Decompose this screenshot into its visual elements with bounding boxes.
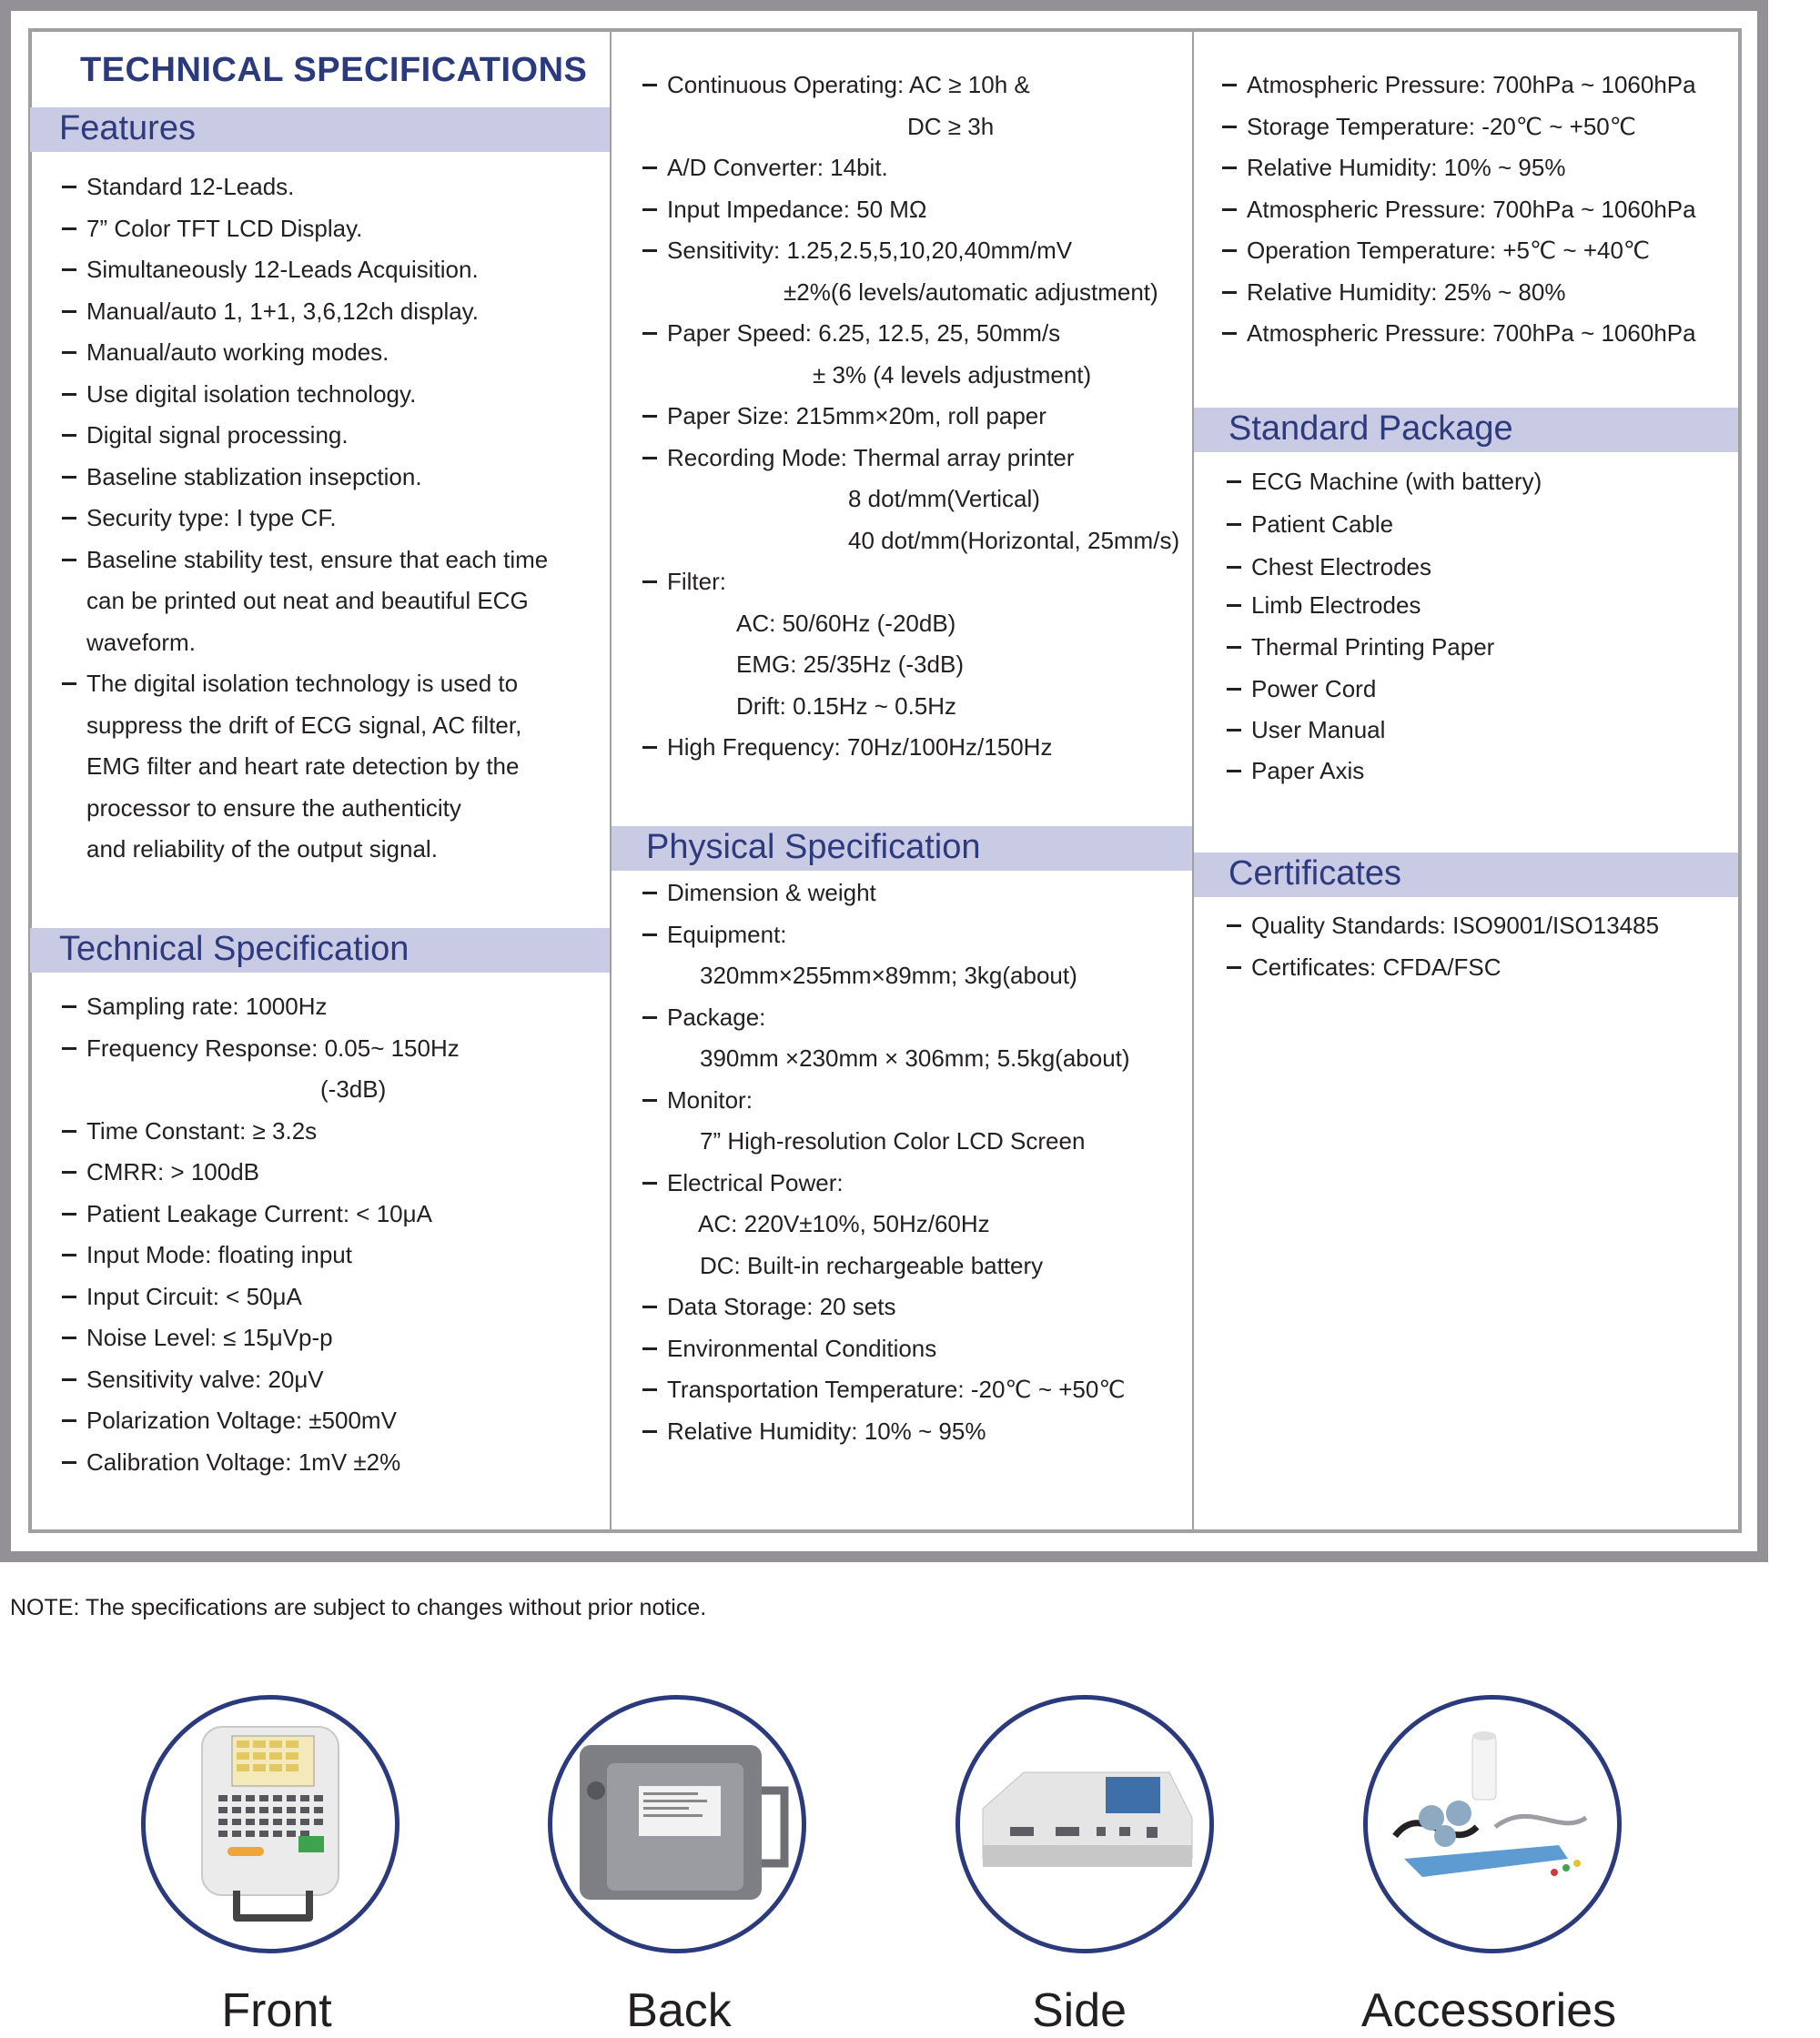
spec-item: [1247, 113, 1636, 140]
column-divider: [610, 28, 612, 1533]
spec-item-text: Time Constant: ≥ 3.2s: [86, 1116, 318, 1145]
bullet-dash-icon: [1227, 729, 1241, 731]
spec-item-text: High Frequency: 70Hz/100Hz/150Hz: [667, 733, 1053, 761]
spec-item: [1251, 591, 1421, 619]
bullet-dash-icon: [1227, 646, 1241, 649]
spec-item-text: Patient Cable: [1251, 510, 1394, 538]
spec-item: [86, 504, 337, 531]
accessories-caption: Accessories: [1360, 1984, 1617, 2037]
bullet-dash-icon: [642, 1306, 657, 1308]
spec-item-continuation: EMG filter and heart rate detection by the: [86, 752, 520, 780]
spec-item: [1247, 319, 1696, 347]
bullet-dash-icon: [1227, 523, 1241, 526]
spec-item-text: Thermal Printing Paper: [1251, 633, 1495, 661]
spec-item-text: Noise Level: ≤ 15μVp-p: [86, 1324, 333, 1351]
bullet-dash-icon: [1227, 566, 1241, 569]
bullet-dash-icon: [62, 1254, 76, 1256]
bullet-dash-icon: [642, 1430, 657, 1433]
spec-item-continuation: ± 3% (4 levels adjustment): [813, 360, 1092, 388]
spec-item: [1251, 953, 1502, 981]
spec-item-text: Calibration Voltage: 1mV ±2%: [86, 1448, 401, 1476]
bullet-dash-icon: [62, 434, 76, 437]
spec-item-text: Use digital isolation technology.: [86, 379, 417, 408]
bullet-dash-icon: [62, 476, 76, 479]
spec-item: [667, 1335, 936, 1362]
spec-item-text: A/D Converter: 14bit.: [667, 154, 888, 181]
spec-item: [86, 1324, 333, 1351]
bullet-dash-icon: [642, 332, 657, 335]
spec-item: [86, 1366, 324, 1393]
bullet-dash-icon: [642, 166, 657, 169]
spec-item: [667, 1004, 765, 1031]
page-title: TECHNICAL SPECIFICATIONS: [80, 51, 588, 89]
spec-item: [667, 921, 787, 948]
bullet-dash-icon: [642, 933, 657, 936]
spec-item: [667, 402, 1046, 429]
bullet-dash-icon: [62, 1171, 76, 1174]
bullet-dash-icon: [1222, 84, 1237, 86]
spec-item: [667, 71, 1030, 98]
spec-item-continuation: suppress the drift of ECG signal, AC filter,: [86, 711, 522, 739]
spec-item-text: Input Impedance: 50 MΩ: [667, 195, 927, 223]
spec-item-text: Monitor:: [667, 1085, 753, 1114]
spec-item: [86, 463, 422, 490]
spec-item: [667, 154, 888, 181]
spec-item-text: Paper Speed: 6.25, 12.5, 25, 50mm/s: [667, 319, 1061, 347]
spec-item: [86, 670, 518, 697]
spec-item-text: Sensitivity: 1.25,2.5,5,10,20,40mm/mV: [667, 237, 1073, 264]
spec-item: [86, 380, 416, 408]
spec-item-text: Simultaneously 12-Leads Acquisition.: [86, 256, 479, 283]
spec-item-continuation: 7” High-resolution Color LCD Screen: [700, 1127, 1086, 1155]
spec-item: [86, 256, 479, 283]
spec-item-text: Operation Temperature: +5℃ ~ +40℃: [1247, 237, 1651, 264]
spec-item-text: Filter:: [667, 568, 726, 595]
spec-item: [667, 879, 876, 906]
bullet-dash-icon: [62, 186, 76, 188]
front-view-photo: [141, 1695, 399, 1953]
spec-item: [1251, 757, 1364, 784]
bullet-dash-icon: [642, 1388, 657, 1391]
spec-item-text: Baseline stablization insepction.: [86, 462, 422, 490]
front-caption: Front: [221, 1984, 332, 2037]
spec-item-continuation: 8 dot/mm(Vertical): [848, 485, 1040, 512]
spec-item: [86, 421, 349, 449]
spec-item-text: Environmental Conditions: [667, 1334, 937, 1362]
bullet-dash-icon: [62, 517, 76, 520]
spec-item-continuation: Drift: 0.15Hz ~ 0.5Hz: [736, 691, 957, 720]
bullet-dash-icon: [642, 580, 657, 583]
package-section-bar: [1194, 408, 1738, 452]
technical-section-bar: [30, 928, 610, 973]
bullet-dash-icon: [642, 1099, 657, 1102]
spec-item-continuation: 320mm×255mm×89mm; 3kg(about): [700, 962, 1077, 989]
spec-item: [86, 215, 362, 242]
bullet-dash-icon: [1222, 291, 1237, 294]
spec-item: [1251, 675, 1376, 702]
spec-item: [86, 1200, 432, 1227]
accessories-photo: [1363, 1695, 1622, 1953]
back-caption: Back: [626, 1984, 732, 2037]
spec-item-text: 7” Color TFT LCD Display.: [86, 214, 363, 242]
spec-item: [86, 1158, 259, 1185]
spec-item: [86, 1407, 397, 1434]
spec-item-continuation: AC: 50/60Hz (-20dB): [736, 609, 956, 637]
features-heading: Features: [59, 109, 196, 147]
bullet-dash-icon: [642, 415, 657, 418]
bullet-dash-icon: [62, 1337, 76, 1339]
bullet-dash-icon: [1222, 208, 1237, 211]
spec-item-text: Standard 12-Leads.: [86, 173, 295, 200]
spec-item: [1251, 633, 1494, 661]
spec-item-text: Baseline stability test, ensure that each time: [86, 545, 549, 573]
physical-section-bar: [612, 826, 1192, 871]
bullet-dash-icon: [62, 393, 76, 396]
spec-item: [86, 298, 479, 325]
spec-item-continuation: waveform.: [86, 628, 196, 656]
spec-item-text: Atmospheric Pressure: 700hPa ~ 1060hPa: [1247, 319, 1696, 347]
bullet-dash-icon: [1227, 480, 1241, 483]
spec-item: [1247, 71, 1696, 98]
bullet-dash-icon: [62, 351, 76, 354]
spec-item-text: Continuous Operating: AC ≥ 10h &: [667, 71, 1030, 98]
spec-item: [1251, 468, 1542, 495]
spec-item: [1247, 154, 1565, 181]
spec-item-continuation: DC ≥ 3h: [907, 112, 995, 140]
spec-item: [86, 173, 294, 200]
physical-heading: Physical Specification: [646, 828, 981, 866]
spec-item-text: Polarization Voltage: ±500mV: [86, 1407, 397, 1434]
bullet-dash-icon: [62, 1461, 76, 1464]
spec-item: [667, 196, 926, 223]
bullet-dash-icon: [62, 1378, 76, 1381]
bullet-dash-icon: [642, 1347, 657, 1350]
spec-item-text: Storage Temperature: -20℃ ~ +50℃: [1247, 112, 1636, 140]
bullet-dash-icon: [62, 227, 76, 230]
technical-heading: Technical Specification: [59, 930, 410, 968]
spec-item-continuation: ±2%(6 levels/automatic adjustment): [784, 277, 1158, 306]
spec-item-continuation: can be printed out neat and beautiful ECG: [86, 587, 529, 614]
spec-item-text: Package:: [667, 1003, 766, 1031]
bullet-dash-icon: [62, 310, 76, 313]
bullet-dash-icon: [62, 1296, 76, 1298]
bullet-dash-icon: [62, 559, 76, 561]
bullet-dash-icon: [642, 892, 657, 894]
spec-item-continuation: and reliability of the output signal.: [86, 835, 438, 863]
spec-item-text: Certificates: CFDA/FSC: [1251, 953, 1502, 981]
back-view-photo: [548, 1695, 806, 1953]
spec-item-text: ECG Machine (with battery): [1251, 468, 1542, 495]
package-heading: Standard Package: [1228, 409, 1513, 448]
spec-item-text: CMRR: > 100dB: [86, 1158, 260, 1185]
spec-item-text: Limb Electrodes: [1251, 591, 1421, 619]
bullet-dash-icon: [62, 1213, 76, 1216]
spec-item-text: Frequency Response: 0.05~ 150Hz: [86, 1034, 460, 1062]
certificates-section-bar: [1194, 853, 1738, 897]
spec-item-text: Quality Standards: ISO9001/ISO13485: [1251, 912, 1660, 939]
spec-item-text: Electrical Power:: [667, 1168, 844, 1196]
spec-item: [667, 237, 1072, 264]
spec-item-text: Atmospheric Pressure: 700hPa ~ 1060hPa: [1247, 195, 1696, 223]
spec-item: [1251, 716, 1385, 743]
bullet-dash-icon: [62, 1047, 76, 1050]
spec-item: [667, 733, 1052, 761]
spec-item: [667, 1086, 753, 1114]
spec-item: [1251, 553, 1431, 580]
spec-item: [86, 1117, 317, 1145]
spec-item: [86, 338, 389, 366]
spec-item-continuation: EMG: 25/35Hz (-3dB): [736, 651, 964, 678]
bullet-dash-icon: [642, 1182, 657, 1185]
spec-item-text: Sampling rate: 1000Hz: [86, 993, 328, 1020]
disclaimer-note: NOTE: The specifications are subject to changes without prior notice.: [10, 1595, 707, 1620]
side-view-photo: [956, 1695, 1214, 1953]
bullet-dash-icon: [1227, 688, 1241, 691]
spec-item-text: Relative Humidity: 10% ~ 95%: [667, 1417, 986, 1445]
spec-item: [667, 319, 1060, 347]
bullet-dash-icon: [1222, 126, 1237, 128]
spec-item-text: Recording Mode: Thermal array printer: [667, 443, 1075, 471]
bullet-dash-icon: [642, 208, 657, 211]
spec-item-text: Relative Humidity: 25% ~ 80%: [1247, 277, 1566, 306]
spec-item-text: Data Storage: 20 sets: [667, 1293, 896, 1320]
spec-item-text: Atmospheric Pressure: 700hPa ~ 1060hPa: [1247, 71, 1696, 98]
spec-item: [86, 993, 327, 1020]
bullet-dash-icon: [62, 1419, 76, 1422]
spec-item-text: Input Mode: floating input: [86, 1241, 352, 1268]
spec-item-text: Manual/auto 1, 1+1, 3,6,12ch display.: [86, 297, 479, 325]
spec-item-continuation: processor to ensure the authenticity: [86, 793, 461, 822]
spec-item: [1247, 237, 1650, 264]
spec-item-text: Security type: I type CF.: [86, 504, 337, 531]
spec-item: [1247, 196, 1696, 223]
spec-item-continuation: 390mm ×230mm × 306mm; 5.5kg(about): [700, 1044, 1130, 1072]
spec-item-continuation: AC: 220V±10%, 50Hz/60Hz: [698, 1210, 990, 1237]
spec-item: [667, 1293, 895, 1320]
spec-item: [667, 444, 1074, 471]
spec-item: [667, 568, 726, 595]
features-section-bar: [30, 107, 610, 152]
spec-item: [86, 1283, 302, 1310]
spec-item-text: Chest Electrodes: [1251, 553, 1431, 580]
spec-item-text: Paper Size: 215mm×20m, roll paper: [667, 402, 1046, 429]
spec-item-text: Input Circuit: < 50μA: [86, 1282, 302, 1310]
bullet-dash-icon: [1227, 924, 1241, 927]
spec-item: [86, 1241, 352, 1268]
spec-item-text: Equipment:: [667, 920, 787, 948]
spec-item: [86, 546, 548, 573]
spec-item: [1251, 912, 1659, 939]
spec-item-text: Relative Humidity: 10% ~ 95%: [1247, 154, 1566, 181]
bullet-dash-icon: [1227, 604, 1241, 607]
spec-item-text: Dimension & weight: [667, 879, 876, 906]
bullet-dash-icon: [62, 1005, 76, 1008]
spec-item: [86, 1448, 400, 1476]
bullet-dash-icon: [642, 746, 657, 749]
bullet-dash-icon: [642, 1016, 657, 1019]
spec-item: [667, 1169, 844, 1196]
bullet-dash-icon: [1222, 249, 1237, 252]
spec-item-continuation: (-3dB): [320, 1075, 387, 1103]
bullet-dash-icon: [1222, 166, 1237, 169]
bullet-dash-icon: [1222, 332, 1237, 335]
spec-item: [1251, 510, 1393, 538]
spec-item-text: Patient Leakage Current: < 10μA: [86, 1199, 432, 1227]
column-divider: [1192, 28, 1194, 1533]
spec-item-text: Transportation Temperature: -20℃ ~ +50℃: [667, 1376, 1126, 1403]
spec-item-text: Manual/auto working modes.: [86, 338, 389, 366]
bullet-dash-icon: [1227, 770, 1241, 772]
spec-item-text: Digital signal processing.: [86, 421, 349, 449]
spec-item-text: User Manual: [1251, 716, 1386, 743]
spec-item-text: Paper Axis: [1251, 757, 1365, 784]
bullet-dash-icon: [642, 84, 657, 86]
spec-item-continuation: DC: Built-in rechargeable battery: [700, 1251, 1044, 1279]
spec-item: [667, 1376, 1126, 1403]
bullet-dash-icon: [642, 249, 657, 252]
spec-item-continuation: 40 dot/mm(Horizontal, 25mm/s): [848, 526, 1180, 554]
spec-item: [86, 1034, 460, 1062]
spec-item: [1247, 278, 1565, 306]
spec-item: [667, 1418, 986, 1445]
certificates-heading: Certificates: [1228, 854, 1402, 893]
spec-item-text: The digital isolation technology is used to: [86, 670, 519, 697]
bullet-dash-icon: [1227, 966, 1241, 969]
side-caption: Side: [1031, 1984, 1127, 2037]
bullet-dash-icon: [642, 457, 657, 459]
spec-item-text: Sensitivity valve: 20μV: [86, 1365, 324, 1393]
spec-item-text: Power Cord: [1251, 675, 1377, 702]
bullet-dash-icon: [62, 268, 76, 271]
bullet-dash-icon: [62, 682, 76, 685]
bullet-dash-icon: [62, 1130, 76, 1133]
